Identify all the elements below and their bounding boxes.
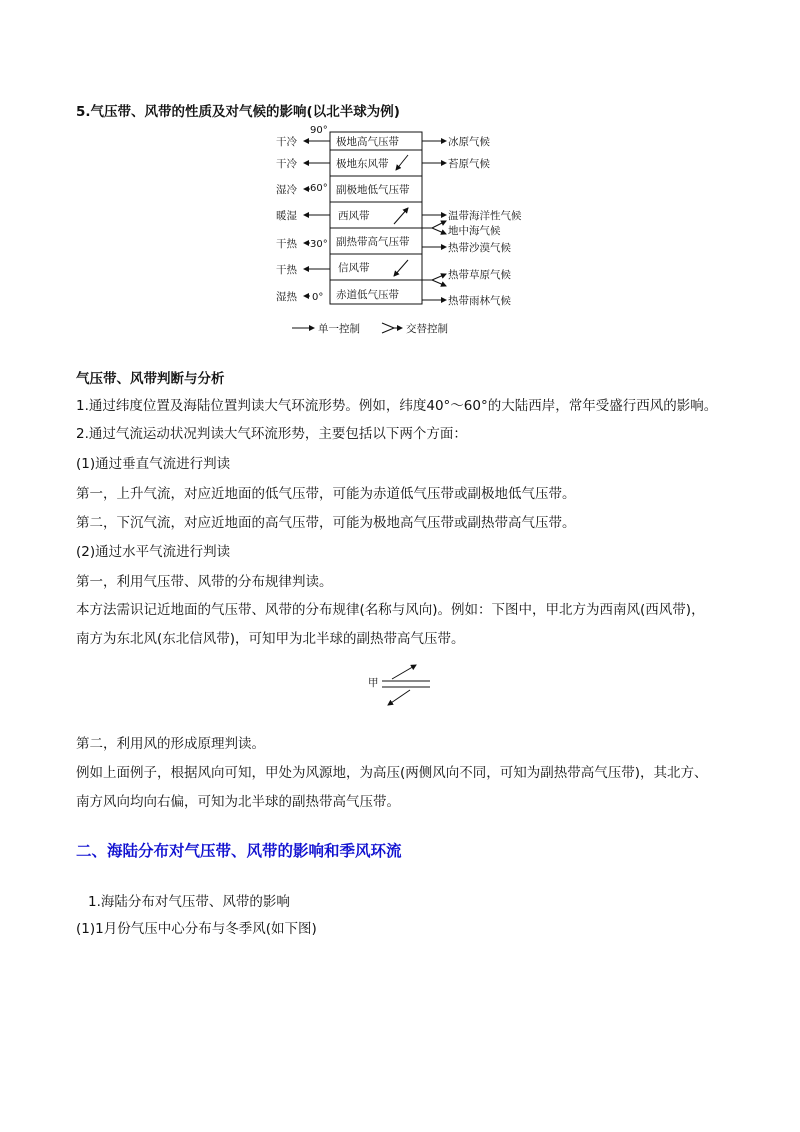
wind-arrow	[392, 665, 416, 679]
paragraph: 南方风向均向右偏，可知为北半球的副热带高气压带。	[76, 794, 400, 810]
band-label: 副极地低气压带	[336, 184, 410, 196]
sub-title: 1.海陆分布对气压带、风带的影响	[88, 894, 290, 910]
lat-label: 60°	[310, 183, 328, 194]
left-label: 暖湿	[276, 210, 297, 222]
paragraph: (1)通过垂直气流进行判读	[76, 456, 231, 472]
pressure-wind-belt-diagram	[270, 124, 540, 339]
band-label: 副热带高气压带	[336, 236, 410, 248]
paragraph: 第一，上升气流，对应近地面的低气压带，可能为赤道低气压带或副极地低气压带。	[76, 486, 576, 502]
band-label: 极地高气压带	[336, 136, 399, 148]
paragraph: 例如上面例子，根据风向可知，甲处为风源地，为高压(两侧风向不同，可知为副热带高气压带)，其北方、	[76, 765, 708, 781]
section2-title: 二、海陆分布对气压带、风带的影响和季风环流	[76, 842, 402, 860]
left-label: 湿冷	[276, 184, 297, 196]
left-label: 干冷	[276, 136, 297, 148]
paragraph: 第二，利用风的形成原理判读。	[76, 736, 265, 752]
section5-title: 5.气压带、风带的性质及对气候的影响(以北半球为例)	[76, 104, 400, 120]
jia-label: 甲	[368, 677, 379, 689]
left-label: 干热	[276, 264, 297, 276]
wind-arrow	[396, 155, 408, 170]
left-label: 湿热	[276, 291, 297, 303]
paragraph: 本方法需识记近地面的气压带、风带的分布规律(名称与风向)。例如：下图中，甲北方为西南风(西风带)，	[76, 602, 705, 618]
paragraph: (2)通过水平气流进行判读	[76, 544, 231, 560]
legend-alternate: 交替控制	[406, 323, 448, 335]
lat-label: 30°	[310, 239, 328, 250]
wind-arrow	[394, 208, 408, 224]
climate-label: 地中海气候	[448, 225, 501, 237]
wind-arrow	[388, 690, 410, 705]
band-label: 极地东风带	[336, 158, 389, 170]
left-label: 干冷	[276, 158, 297, 170]
paragraph: 2.通过气流运动状况判读大气环流形势，主要包括以下两个方面：	[76, 426, 467, 442]
lat-label: 90°	[310, 125, 328, 136]
paragraph: 1.通过纬度位置及海陆位置判读大气环流形势。例如，纬度40°～60°的大陆西岸，常年受盛行西风的影响。	[76, 398, 718, 414]
paragraph: 南方为东北风(东北信风带)，可知甲为北半球的副热带高气压带。	[76, 631, 465, 647]
legend-single: 单一控制	[318, 323, 360, 335]
climate-label: 热带草原气候	[448, 269, 511, 281]
climate-label: 热带沙漠气候	[448, 242, 511, 254]
climate-label: 温带海洋性气候	[448, 210, 522, 222]
left-label: 干热	[276, 238, 297, 250]
climate-label: 热带雨林气候	[448, 295, 511, 307]
judge-title: 气压带、风带判断与分析	[76, 371, 225, 387]
small-wind-diagram	[366, 660, 436, 710]
band-label: 信风带	[338, 262, 370, 274]
paragraph: 第二，下沉气流，对应近地面的高气压带，可能为极地高气压带或副热带高气压带。	[76, 515, 576, 531]
climate-label: 苔原气候	[448, 158, 490, 170]
band-label: 西风带	[338, 210, 370, 222]
climate-label: 冰原气候	[448, 136, 490, 148]
band-label: 赤道低气压带	[336, 289, 399, 301]
paragraph: 第一，利用气压带、风带的分布规律判读。	[76, 574, 333, 590]
paragraph: (1)1月份气压中心分布与冬季风(如下图)	[76, 921, 317, 937]
lat-label: 0°	[312, 292, 324, 303]
wind-arrow	[394, 260, 408, 276]
